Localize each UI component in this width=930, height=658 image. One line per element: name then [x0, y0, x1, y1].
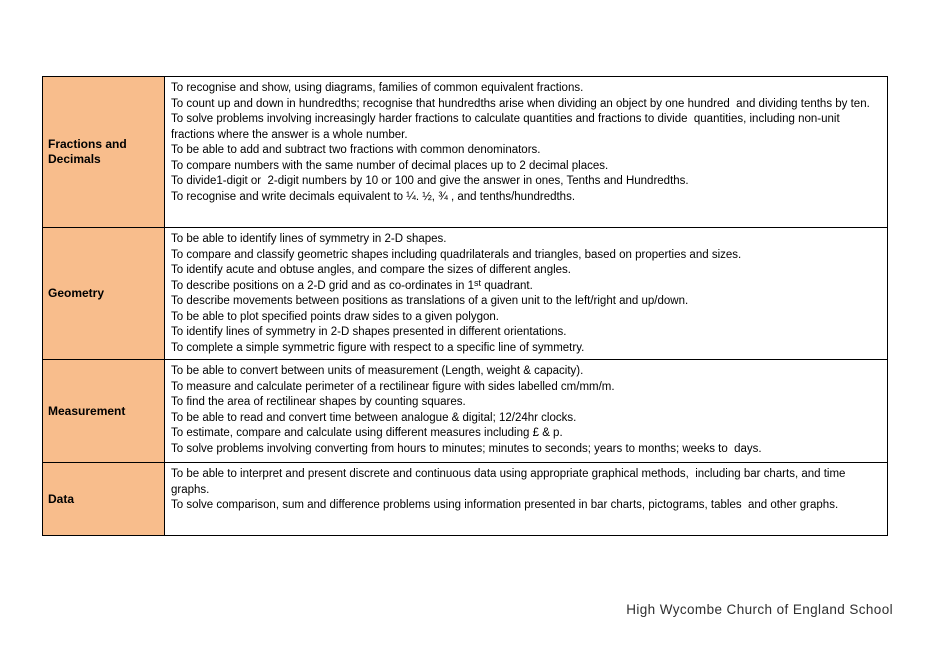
objective-line: To solve problems involving increasingly harder fractions to calculate quantities and fractions to divide quantities, including non-unit fractions where the answer is a whole number. — [171, 113, 843, 141]
objectives-cell — [165, 77, 888, 228]
objective-line: To be able to convert between units of measurement (Length, weight & capacity). — [171, 365, 584, 377]
category-label: Data — [43, 463, 165, 536]
objective-line: To describe movements between positions as translations of a given unit to the left/right and up/down. — [171, 295, 689, 307]
category-label: Fractions and Decimals — [43, 77, 165, 228]
curriculum-row — [43, 77, 888, 228]
category-label: Measurement — [43, 360, 165, 463]
objective-line: To divide1-digit or 2-digit numbers by 10 or 100 and give the answer in ones, Tenths and Hundredths. — [171, 175, 689, 187]
school-name-footer: High Wycombe Church of England School — [626, 602, 893, 617]
objective-line: To compare numbers with the same number of decimal places up to 2 decimal places. — [171, 159, 609, 172]
objective-line: To measure and calculate perimeter of a rectilinear figure with sides labelled cm/mm/m. — [171, 380, 615, 393]
curriculum-table — [42, 76, 888, 536]
curriculum-row — [43, 228, 888, 360]
curriculum-table-body — [43, 77, 888, 536]
objective-line: To solve comparison, sum and difference problems using information presented in bar charts, pictograms, tables and other graphs. — [171, 499, 839, 511]
objective-line: To find the area of rectilinear shapes by counting squares. — [171, 396, 466, 408]
objective-line: To identify acute and obtuse angles, and compare the sizes of different angles. — [171, 264, 571, 276]
objective-line: To solve problems involving converting from hours to minutes; minutes to seconds; years to months; weeks to days. — [171, 442, 762, 455]
objective-line: To estimate, compare and calculate using different measures including £ & p. — [171, 427, 563, 439]
objective-line: To identify lines of symmetry in 2-D shapes presented in different orientations. — [171, 326, 567, 338]
objective-line: To be able to read and convert time between analogue & digital; 12/24hr clocks. — [171, 411, 577, 424]
objectives-cell — [165, 360, 888, 463]
objective-line: To recognise and show, using diagrams, families of common equivalent fractions. — [171, 82, 584, 94]
objectives-cell — [165, 463, 888, 536]
curriculum-row — [43, 360, 888, 463]
objective-line: To be able to plot specified points draw sides to a given polygon. — [171, 310, 499, 323]
objective-line: To be able to identify lines of symmetry in 2-D shapes. — [171, 233, 447, 245]
objective-line: To compare and classify geometric shapes including quadrilaterals and triangles, based on properties and sizes. — [171, 248, 742, 261]
objective-line: To be able to add and subtract two fractions with common denominators. — [171, 144, 541, 156]
objective-line: To complete a simple symmetric figure with respect to a specific line of symmetry. — [171, 341, 585, 354]
objective-line: To count up and down in hundredths; recognise that hundredths arise when dividing an object by one hundred and dividing tenths by ten. — [171, 97, 870, 110]
objectives-cell — [165, 228, 888, 360]
objective-line: To be able to interpret and present discrete and continuous data using appropriate graphical methods, including bar charts, and time graphs. — [171, 468, 849, 496]
category-label: Geometry — [43, 228, 165, 360]
objective-line: To describe positions on a 2-D grid and as co-ordinates in 1st quadrant. — [171, 277, 533, 292]
objective-line: To recognise and write decimals equivalent to ¼. ½, ¾ , and tenths/hundredths. — [171, 190, 576, 203]
curriculum-row — [43, 463, 888, 536]
